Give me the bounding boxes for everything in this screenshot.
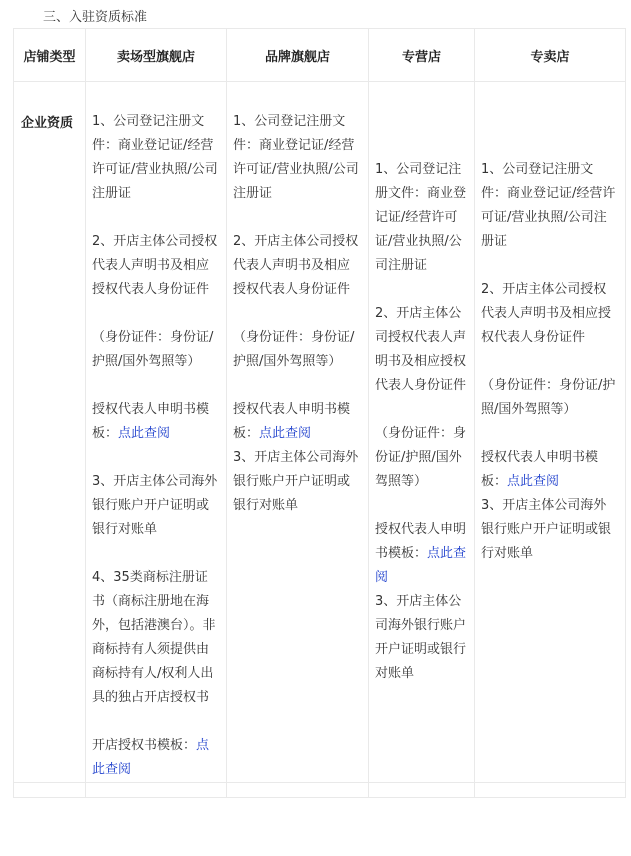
empty-cell bbox=[86, 783, 227, 798]
cell-exclusive-store bbox=[475, 82, 626, 783]
cell-mall-flagship bbox=[86, 82, 227, 783]
req-template-line bbox=[375, 518, 468, 590]
req-company-registration: 1、公司登记注册文件：商业登记证/经营许可证/营业执照/公司注册证 bbox=[92, 114, 218, 201]
req-company-registration: 1、公司登记注册文件：商业登记证/经营许可证/营业执照/公司注册证 bbox=[481, 162, 616, 249]
req-trademark-certificate: 4、35类商标注册证书（商标注册地在海外，包括港澳台）。非商标持有人须提供由商标持有人/权利人出具的独占开店授权书 bbox=[92, 570, 216, 705]
header-exclusive-store: 专卖店 bbox=[475, 29, 626, 82]
view-template-link[interactable]: 点此查阅 bbox=[507, 474, 560, 489]
req-id-note: （身份证件：身份证/护照/国外驾照等） bbox=[375, 426, 467, 489]
req-template-line bbox=[233, 398, 362, 446]
table-row bbox=[14, 82, 626, 783]
empty-cell bbox=[475, 783, 626, 798]
table-header-row bbox=[14, 29, 626, 82]
req-bank-proof: 3、开店主体公司海外银行账户开户证明或银行对账单 bbox=[375, 594, 467, 681]
req-bank-proof: 3、开店主体公司海外银行账户开户证明或银行对账单 bbox=[481, 498, 612, 561]
req-id-note: （身份证件：身份证/护照/国外驾照等） bbox=[92, 330, 214, 369]
template-label: 开店授权书模板： bbox=[92, 738, 197, 753]
req-authorization-statement: 2、开店主体公司授权代表人声明书及相应授权代表人身份证件 bbox=[375, 306, 467, 393]
req-company-registration: 1、公司登记注册文件：商业登记证/经营许可证/营业执照/公司注册证 bbox=[375, 162, 467, 273]
header-brand-flagship: 品牌旗舰店 bbox=[227, 29, 369, 82]
row-label-enterprise: 企业资质 bbox=[14, 82, 86, 783]
template-label: 授权代表人申明书模板： bbox=[92, 402, 210, 441]
req-bank-proof: 3、开店主体公司海外银行账户开户证明或银行对账单 bbox=[233, 450, 359, 513]
req-authorization-statement: 2、开店主体公司授权代表人声明书及相应授权代表人身份证件 bbox=[233, 234, 359, 297]
req-authorization-statement: 2、开店主体公司授权代表人声明书及相应授权代表人身份证件 bbox=[481, 282, 612, 345]
template-label: 授权代表人申明书模板： bbox=[233, 402, 351, 441]
req-authorization-statement: 2、开店主体公司授权代表人声明书及相应授权代表人身份证件 bbox=[92, 234, 218, 297]
section-title: 三、入驻资质标准 bbox=[43, 10, 148, 25]
view-template-link[interactable]: 点此查阅 bbox=[92, 738, 210, 777]
view-template-link[interactable]: 点此查阅 bbox=[375, 546, 467, 585]
req-company-registration: 1、公司登记注册文件：商业登记证/经营许可证/营业执照/公司注册证 bbox=[233, 114, 359, 201]
template-label: 授权代表人申明书模板： bbox=[375, 522, 467, 561]
cell-specialty-store bbox=[369, 82, 475, 783]
req-id-note: （身份证件：身份证/护照/国外驾照等） bbox=[233, 330, 355, 369]
view-template-link[interactable]: 点此查阅 bbox=[118, 426, 171, 441]
qualification-table bbox=[13, 28, 626, 798]
req-store-auth-template-line bbox=[92, 734, 220, 782]
empty-cell bbox=[14, 783, 86, 798]
table-row-partial bbox=[14, 783, 626, 798]
empty-cell bbox=[227, 783, 369, 798]
header-mall-flagship: 卖场型旗舰店 bbox=[86, 29, 227, 82]
empty-cell bbox=[369, 783, 475, 798]
req-id-note: （身份证件：身份证/护照/国外驾照等） bbox=[481, 378, 616, 417]
header-specialty-store: 专营店 bbox=[369, 29, 475, 82]
req-template-line bbox=[481, 446, 619, 494]
template-label: 授权代表人申明书模板： bbox=[481, 450, 599, 489]
cell-brand-flagship bbox=[227, 82, 369, 783]
view-template-link[interactable]: 点此查阅 bbox=[259, 426, 312, 441]
req-bank-proof: 3、开店主体公司海外银行账户开户证明或银行对账单 bbox=[92, 474, 218, 537]
req-template-line bbox=[92, 398, 220, 446]
header-store-type: 店铺类型 bbox=[14, 29, 86, 82]
